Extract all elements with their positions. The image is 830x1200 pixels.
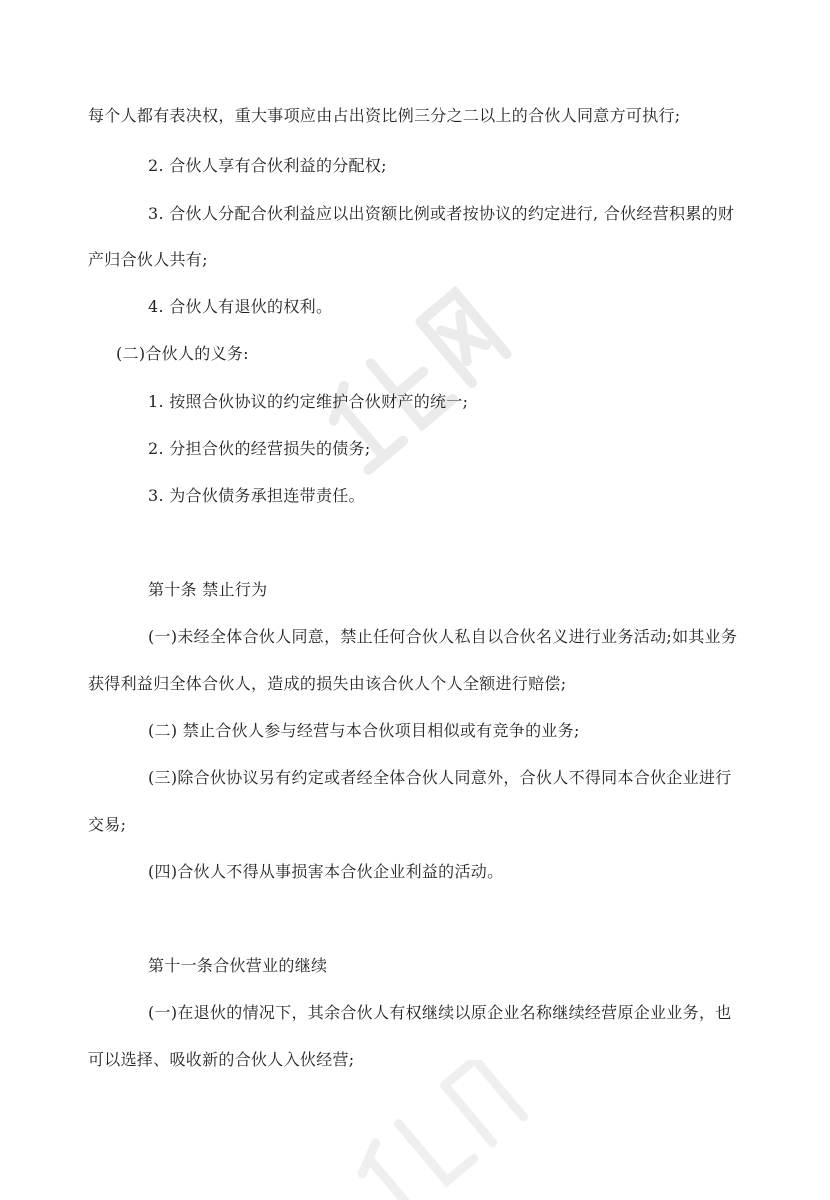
article-heading: 第十一条合伙营业的继续 xyxy=(148,956,328,975)
body-line: 产归合伙人共有; xyxy=(88,250,208,269)
clause: (一)在退伙的情况下，其余合伙人有权继续以原企业名称继续经营原企业业务，也 xyxy=(148,1003,732,1022)
watermark-logo-bottom xyxy=(330,1060,530,1200)
list-item: 2. 合伙人享有合伙利益的分配权; xyxy=(148,156,387,175)
watermark-logo xyxy=(300,270,530,500)
body-line: 每个人都有表决权，重大事项应由占出资比例三分之二以上的合伙人同意方可执行; xyxy=(88,106,681,125)
body-line: 交易; xyxy=(88,815,127,834)
clause: (一)未经全体合伙人同意，禁止任何合伙人私自以合伙名义进行业务活动;如其业务 xyxy=(148,627,738,646)
list-item: 1. 按照合伙协议的约定维护合伙财产的统一; xyxy=(148,392,469,411)
section-heading: (二)合伙人的义务: xyxy=(116,344,249,363)
clause: (四)合伙人不得从事损害本合伙企业利益的活动。 xyxy=(148,862,504,881)
list-item: 2. 分担合伙的经营损失的债务; xyxy=(148,439,371,458)
body-line: 可以选择、吸收新的合伙人入伙经营; xyxy=(88,1050,355,1069)
list-item: 3. 合伙人分配合伙利益应以出资额比例或者按协议的约定进行, 合伙经营积累的财 xyxy=(148,204,735,223)
body-line: 获得利益归全体合伙人，造成的损失由该合伙人个人全额进行赔偿; xyxy=(88,674,567,693)
article-heading: 第十条 禁止行为 xyxy=(148,580,268,599)
clause: (三)除合伙协议另有约定或者经全体合伙人同意外，合伙人不得同本合伙企业进行 xyxy=(148,768,732,787)
clause: (二) 禁止合伙人参与经营与本合伙项目相似或有竞争的业务; xyxy=(148,721,580,740)
list-item: 3. 为合伙债务承担连带责任。 xyxy=(148,486,365,505)
list-item: 4. 合伙人有退伙的权利。 xyxy=(148,297,333,316)
